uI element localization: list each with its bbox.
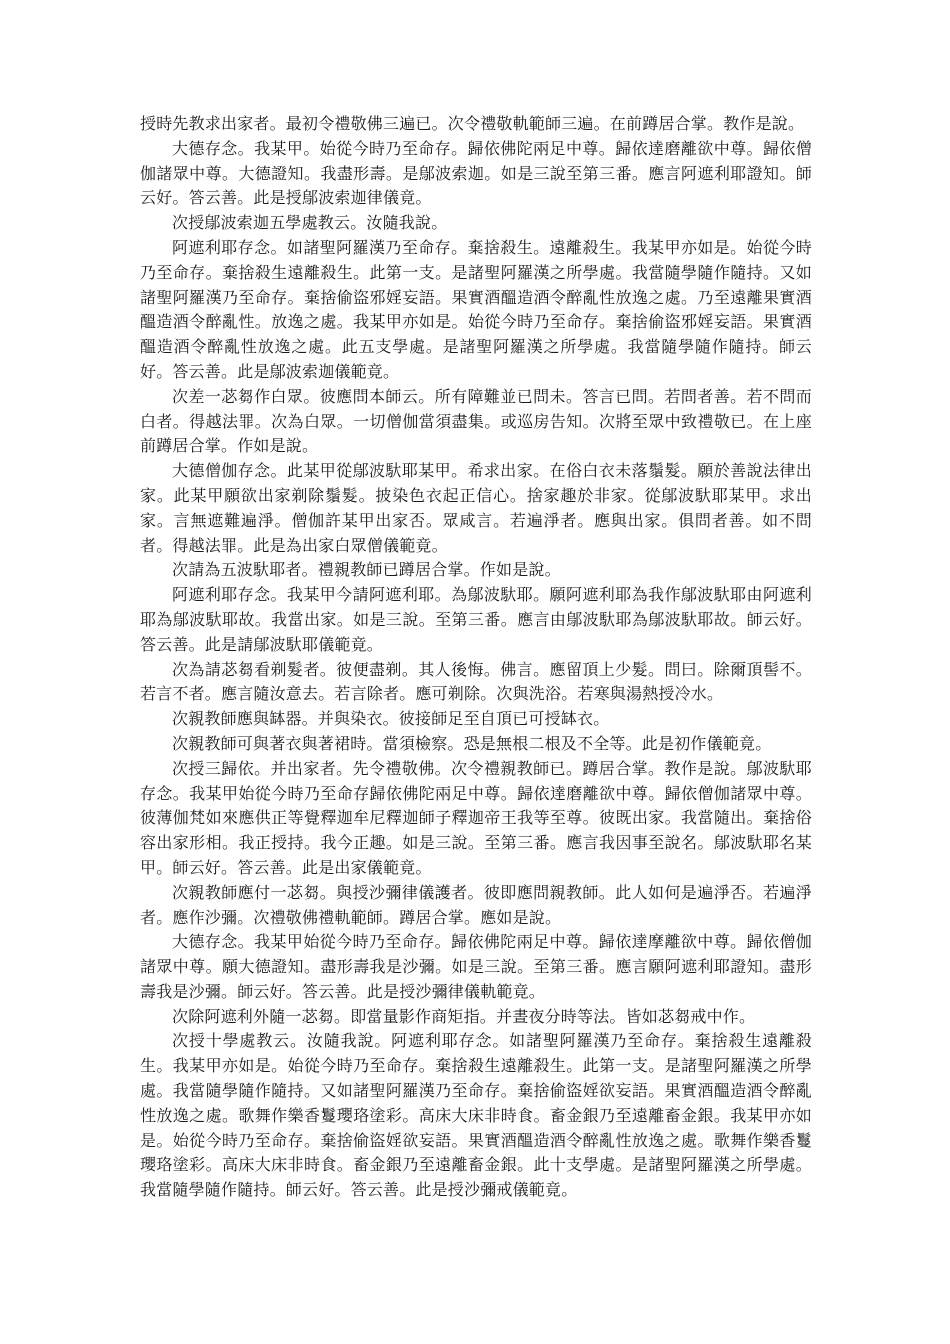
paragraph-12: 次授三歸依。并出家者。先令禮敬佛。次令禮親教師已。蹲居合掌。教作是說。鄔波馱耶存念。我某甲始從今時乃至命存歸依佛陀兩足中尊。歸依達磨離欲中尊。歸依僧伽諸眾中尊。彼薄伽梵如來應供正等覺釋迦牟尼釋迦師子釋迦帝王我等至尊。彼既出家。我當隨出。棄捨俗容出家形相。我正授持。我今正趣。如是三說。至第三番。應言我因事至說名。鄔波馱耶名某甲。師云好。答云善。此是出家儀範竟。 <box>140 758 812 877</box>
document-body <box>140 112 812 1203</box>
paragraph-11: 次親教師可與著衣與著裙時。當須檢察。恐是無根二根及不全等。此是初作儀範竟。 <box>172 733 772 753</box>
paragraph-15: 次除阿遮利外隨一苾芻。即當量影作商矩指。并晝夜分時等法。皆如苾芻戒中作。 <box>172 1006 756 1026</box>
paragraph-9: 次為請苾芻看剃髮者。彼便盡剃。其人後悔。佛言。應留頂上少髮。問曰。除爾頂髻不。若言不者。應言隨汝意去。若言除者。應可剃除。次與洗浴。若寒與湯熱授冷水。 <box>140 659 812 704</box>
paragraph-10: 次親教師應與缽器。并與染衣。彼接師足至自頂已可授缽衣。 <box>172 709 610 729</box>
paragraph-2: 大德存念。我某甲。始從今時乃至命存。歸依佛陀兩足中尊。歸依達磨離欲中尊。歸依僧伽諸眾中尊。大德證知。我盡形壽。是鄔波索迦。如是三說至第三番。應言阿遮利耶證知。師云好。答云善。此是授鄔波索迦律儀竟。 <box>140 138 812 208</box>
paragraph-1: 授時先教求出家者。最初令禮敬佛三遍已。次令禮敬軌範師三遍。在前蹲居合掌。教作是說。 <box>140 114 805 133</box>
paragraph-6: 大德僧伽存念。此某甲從鄔波馱耶某甲。希求出家。在俗白衣未落鬚髮。願於善說法律出家。此某甲願欲出家剃除鬚髮。披染色衣起正信心。捨家趣於非家。從鄔波馱耶某甲。求出家。言無遮難遍淨。僧伽許某甲出家否。眾咸言。若遍淨者。應與出家。俱問者善。如不問者。得越法罪。此是為出家白眾僧儀範竟。 <box>140 461 812 555</box>
paragraph-13: 次親教師應付一苾芻。與授沙彌律儀護者。彼即應問親教師。此人如何是遍淨否。若遍淨者。應作沙彌。次禮敬佛禮軌範師。蹲居合掌。應如是說。 <box>140 882 812 927</box>
paragraph-3: 次授鄔波索迦五學處教云。汝隨我說。 <box>172 213 448 233</box>
paragraph-7: 次請為五波馱耶者。禮親教師已蹲居合掌。作如是說。 <box>172 560 561 580</box>
paragraph-14: 大德存念。我某甲始從今時乃至命存。歸依佛陀兩足中尊。歸依達摩離欲中尊。歸依僧伽諸眾中尊。願大德證知。盡形壽我是沙彌。如是三說。至第三番。應言願阿遮利耶證知。盡形壽我是沙彌。師云好。答云善。此是授沙彌律儀軌範竟。 <box>140 932 812 1001</box>
paragraph-16: 次授十學處教云。汝隨我說。阿遮利耶存念。如諸聖阿羅漢乃至命存。棄捨殺生遠離殺生。我某甲亦如是。始從今時乃至命存。棄捨殺生遠離殺生。此第一支。是諸聖阿羅漢之所學處。我當隨學隨作隨持。又如諸聖阿羅漢乃至命存。棄捨偷盜婬欲妄語。果實酒醞造酒令醉亂性放逸之處。歌舞作樂香鬘瓔珞塗彩。高床大床非時食。畜金銀乃至遠離畜金銀。我某甲亦如是。始從今時乃至命存。棄捨偷盜婬欲妄語。果實酒醞造酒令醉亂性放逸之處。歌舞作樂香鬘瓔珞塗彩。高床大床非時食。畜金銀乃至遠離畜金銀。此十支學處。是諸聖阿羅漢之所學處。我當隨學隨作隨持。師云好。答云善。此是授沙彌戒儀範竟。 <box>140 1031 812 1200</box>
paragraph-4: 阿遮利耶存念。如諸聖阿羅漢乃至命存。棄捨殺生。遠離殺生。我某甲亦如是。始從今時乃至命存。棄捨殺生遠離殺生。此第一支。是諸聖阿羅漢之所學處。我當隨學隨作隨持。又如諸聖阿羅漢乃至命存。棄捨偷盜邪婬妄語。果實酒醞造酒令醉亂性放逸之處。乃至遠離果實酒醞造酒令醉亂性。放逸之處。我某甲亦如是。始從今時乃至命存。棄捨偷盜邪婬妄語。果實酒醞造酒令醉亂性放逸之處。此五支學處。是諸聖阿羅漢之所學處。我當隨學隨作隨持。師云好。答云善。此是鄔波索迦儀範竟。 <box>140 237 812 381</box>
paragraph-5: 次差一苾芻作白眾。彼應問本師云。所有障難並已問未。答言已問。若問者善。若不問而白者。得越法罪。次為白眾。一切僧伽當須盡集。或巡房告知。次將至眾中致禮敬已。在上座前蹲居合掌。作如是說。 <box>140 386 812 456</box>
paragraph-8: 阿遮利耶存念。我某甲今請阿遮利耶。為鄔波馱耶。願阿遮利耶為我作鄔波馱耶由阿遮利耶為鄔波馱耶故。我當出家。如是三說。至第三番。應言由鄔波馱耶為鄔波馱耶故。師云好。答云善。此是請鄔波馱耶儀範竟。 <box>140 585 812 654</box>
